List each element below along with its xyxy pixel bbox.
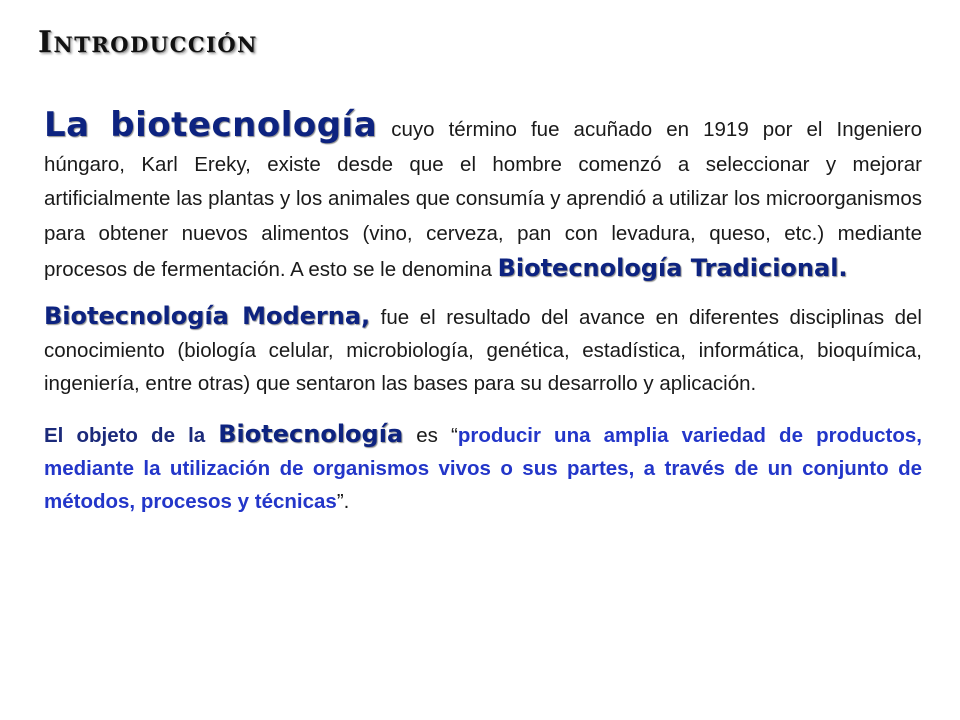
paragraph-intro — [44, 105, 922, 288]
term-biotecnologia-tradicional: Biotecnología Tradicional. — [497, 254, 848, 282]
paragraph-modern — [44, 300, 922, 400]
paragraph-modern-body: fue el resultado del avance en diferentes disciplinas del conocimiento (biología celular, microbiología, genética, estadística, informática, bioquímica, ingeniería, entre otras) que sentaron las bases para su desarrollo y aplicación. — [44, 305, 922, 395]
term-biotecnologia: Biotecnología — [218, 419, 404, 448]
paragraph-objective — [44, 418, 922, 518]
paragraph-intro-body: cuyo término fue acuñado en 1919 por el Ingeniero húngaro, Karl Ereky, existe desde que el hombre comenzó a seleccionar y mejorar artificialmente las plantas y los animales que consumía y aprendió a utilizar los microorganismos para obtener nuevos alimentos (vino, cerveza, pan con levadura, queso, etc.) mediante procesos de fermentación. A esto se le denomina — [44, 118, 922, 281]
term-biotecnologia-moderna: Biotecnología Moderna, — [44, 301, 371, 330]
paragraph-objective-lead: El objeto de la — [44, 423, 219, 447]
slide-title: Introducción — [38, 25, 258, 60]
objective-definition-quote: producir una amplia variedad de productos, mediante la utilización de organismos vivos o sus partes, a través de un conjunto de métodos, procesos y técnicas — [44, 423, 922, 513]
slide-content — [44, 105, 922, 518]
paragraph-objective-closing: ”. — [336, 489, 350, 513]
term-la-biotecnologia: La biotecnología — [44, 105, 378, 145]
paragraph-objective-connector: es “ — [403, 423, 458, 447]
